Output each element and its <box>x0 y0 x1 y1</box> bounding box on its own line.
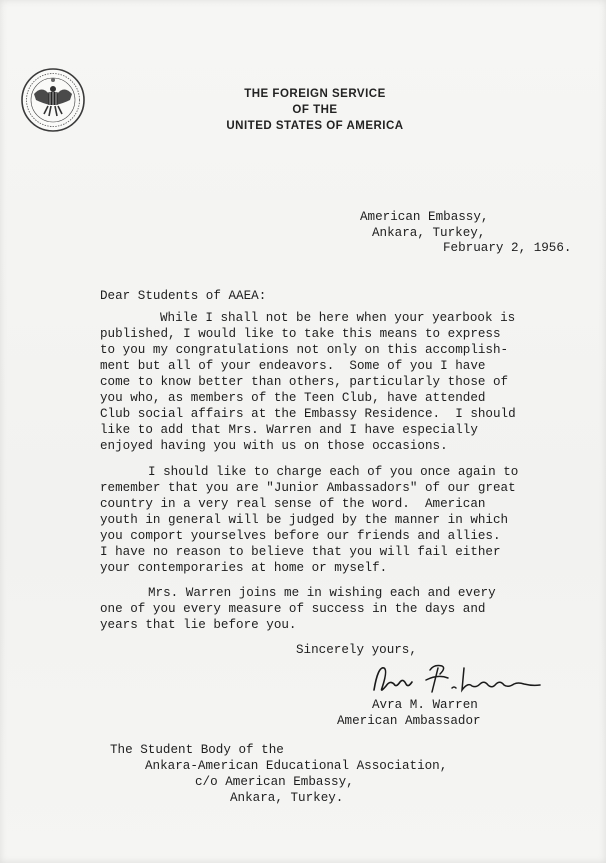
paragraph-line: youth in general will be judged by the manner in which <box>100 513 509 527</box>
paragraph-line: While I shall not be here when your yearbook is <box>160 311 516 325</box>
paragraph-line: published, I would like to take this means to express <box>100 327 501 341</box>
paragraph-line: one of you every measure of success in the days and <box>100 602 486 616</box>
paragraph-line: your contemporaries at home or myself. <box>100 561 388 575</box>
paragraph-line: country in a very real sense of the word. American <box>100 497 486 511</box>
letterhead-line-1: THE FOREIGN SERVICE <box>244 88 386 100</box>
closing: Sincerely yours, <box>296 643 417 657</box>
letterhead-line-2: OF THE <box>292 104 338 116</box>
letterhead <box>200 86 430 134</box>
recipient-line-1: The Student Body of the <box>110 743 284 757</box>
paragraph-line: I should like to charge each of you once again to <box>148 465 519 479</box>
paragraph-line: like to add that Mrs. Warren and I have especially <box>100 423 478 437</box>
great-seal-icon <box>20 67 86 133</box>
recipient-line-3: c/o American Embassy, <box>195 775 354 789</box>
paragraph-line: you comport yourselves before our friends and allies. <box>100 529 501 543</box>
paragraph-line: enjoyed having you with us on those occasions. <box>100 439 448 453</box>
paragraph-line: I have no reason to believe that you will fail either <box>100 545 501 559</box>
paragraph-line: remember that you are "Junior Ambassadors" of our great <box>100 481 516 495</box>
paragraph-line: Club social affairs at the Embassy Residence. I should <box>100 407 516 421</box>
signer-name: Avra M. Warren <box>372 698 478 712</box>
paragraph-line: years that lie before you. <box>100 618 297 632</box>
paragraph-line: ment but all of your endeavors. Some of you I have <box>100 359 486 373</box>
signer-title: American Ambassador <box>337 714 481 728</box>
recipient-line-2: Ankara-American Educational Association, <box>145 759 448 773</box>
letterhead-line-3: UNITED STATES OF AMERICA <box>226 120 404 132</box>
salutation: Dear Students of AAEA: <box>100 289 267 303</box>
signature-image <box>368 660 548 702</box>
address-line-1: American Embassy, <box>360 210 489 224</box>
address-line-2: Ankara, Turkey, <box>372 226 486 240</box>
paragraph-line: you who, as members of the Teen Club, have attended <box>100 391 486 405</box>
paragraph-line: come to know better than others, particularly those of <box>100 375 509 389</box>
paragraph-line: to you my congratulations not only on this accomplish- <box>100 343 509 357</box>
date-line: February 2, 1956. <box>443 241 572 255</box>
recipient-line-4: Ankara, Turkey. <box>230 791 344 805</box>
paragraph-line: Mrs. Warren joins me in wishing each and every <box>148 586 496 600</box>
